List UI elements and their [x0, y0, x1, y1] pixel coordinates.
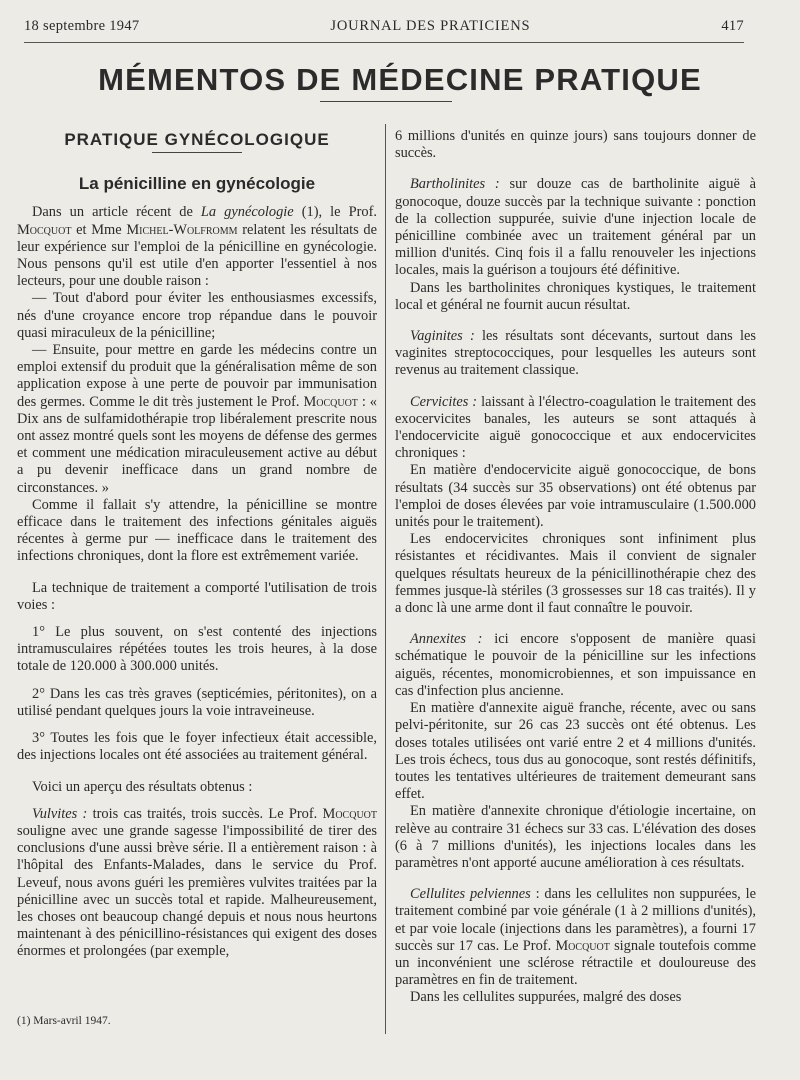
author-name: Mocquot — [303, 393, 358, 410]
main-title: MÉMENTOS DE MÉDECINE PRATIQUE — [98, 62, 702, 97]
paragraph: Vaginites : les résultats sont décevants, surtout dans les vaginites streptococciques, pour lesquelles les auteurs sont revenus au traitement classique. — [395, 328, 756, 379]
author-name: Mocquot — [322, 805, 377, 822]
right-column — [395, 128, 756, 1007]
paragraph: 2° Dans les cas très graves (septicémies, péritonites), on a utilisé pendant quelques jours la voie intraveineuse. — [17, 685, 377, 719]
paragraph: En matière d'annexite aiguë franche, récente, avec ou sans pelvi-péritonite, sur 26 cas 23 succès ont été obtenus. Les doses totales utilisées ont varié entre 2 et 4 millions d'unités. Les trois échecs, tous dus au gonocoque, sont restés définitifs, toutes les tentatives ultérieures de traitement demeurant sans effet. — [395, 700, 756, 803]
topic-label: Cervicites : — [410, 393, 478, 410]
page-number: 417 — [721, 18, 744, 34]
left-column — [17, 128, 377, 961]
issue-date: 18 septembre 1947 — [24, 18, 140, 34]
paragraph: 1° Le plus souvent, on s'est contenté des injections intramusculaires répétées toutes les trois heures, à la dose totale de 120.000 à 300.000 unités. — [17, 624, 377, 675]
author-name: Michel-Wolfromm — [126, 221, 238, 238]
journal-reference: La gynécologie — [200, 204, 294, 221]
paragraph: 3° Toutes les fois que le foyer infectieux était accessible, des injections locales ont été associées au traitement général. — [17, 730, 377, 764]
topic-label: Annexites : — [410, 631, 483, 648]
paragraph: — Ensuite, pour mettre en garde les médecins contre un emploi extensif du produit que la généralisation même de son application expose à une perte de pouvoir par immunisation des germes. Comme le dit très justement le Prof. Mocquot : « Dix ans de sulfamidothérapie trop libéralement prescrite nous ont assez montré quels sont les moyens de défense des germes et comment une médication miraculeusement active au début a pu devenir inefficace dans un grand nombre de circonstances. » — [17, 342, 377, 496]
paragraph: Cellulites pelviennes : dans les cellulites non suppurées, le traitement combiné par voie générale (1 à 2 millions d'unités), et par voie locale (injections dans les paramètres), a fourni 17 succès sur 17 cas. Le Prof. Mocquot signale toutefois comme un inconvénient une sclérose rétractile et douloureuse des paramètres en fin de traitement. — [395, 886, 756, 989]
column-divider — [385, 124, 386, 1034]
paragraph: En matière d'annexite chronique d'étiologie incertaine, on relève au contraire 31 échecs sur 33 cas. L'élévation des doses (6 à 7 millions d'unités), les injections locales dans les paramètres n'ont apporté aucune amélioration à ces résultats. — [395, 803, 756, 871]
paragraph: 6 millions d'unités en quinze jours) sans toujours donner de succès. — [395, 128, 756, 162]
topic-label: Cellulites pelviennes — [410, 886, 531, 903]
paragraph: Vulvites : trois cas traités, trois succès. Le Prof. Mocquot souligne avec une grande sagesse l'impossibilité de tirer des conclusions d'une aussi brève série. Il a entièrement raison : à l'hôpital des Enfants-Malades, dans le service du Prof. Leveuf, nous avons guéri les premières vulvites traitées par la pénicilline avec un succès total et rapide. Malheureusement, les choses ont beaucoup changé depuis et nous nous heurtons maintenant à des pénicillino-résistances qui exigent des doses énormes et prolongées (par exemple, — [17, 805, 377, 960]
section-rule — [152, 152, 242, 153]
paragraph: Les endocervicites chroniques sont infiniment plus résistantes et récidivantes. Mais il convient de signaler quelques résultats heureux de la pénicillinothérapie chez des femmes jusque-là stériles (3 grossesses sur 18 cas traités). Il y a donc là une arme dont il faut connaître le pouvoir. — [395, 531, 756, 617]
paragraph: Voici un aperçu des résultats obtenus : — [32, 778, 253, 795]
running-header — [24, 18, 744, 40]
topic-label: Vulvites : — [32, 805, 88, 822]
section-title: PRATIQUE GYNÉCOLOGIQUE — [64, 130, 330, 149]
paragraph: En matière d'endocervicite aiguë gonococcique, de bons résultats (34 succès sur 35 observations) ont été obtenus par l'emploi de doses élevées par voie intramusculaire (1.500.000 unités pour le traitement). — [395, 462, 756, 531]
paragraph: Annexites : ici encore s'opposent de manière quasi schématique le pouvoir de la pénicilline sur les infections aiguës, récentes, monomicrobiennes, et son impuissance en cas d'infection plus ancienne. — [395, 631, 756, 699]
paragraph: Dans les cellulites suppurées, malgré des doses — [410, 989, 682, 1006]
header-rule — [24, 42, 744, 43]
article-title: La pénicilline en gynécologie — [78, 174, 316, 194]
topic-label: Bartholinites : — [410, 176, 500, 193]
paragraph: Dans les bartholinites chroniques kystiques, le traitement local et général ne fournit aucun résultat. — [395, 279, 756, 313]
paragraph: Dans un article récent de La gynécologie (1), le Prof. Mocquot et Mme Michel-Wolfromm relatent les résultats de leur expérience sur l'emploi de la pénicilline en gynécologie. Nous pensons qu'il est utile d'en apporter l'essentiel à nos lecteurs, pour une double raison : — [17, 204, 378, 290]
paragraph: La technique de traitement a comporté l'utilisation de trois voies : — [17, 579, 377, 613]
topic-label: Vaginites : — [410, 328, 475, 345]
paragraph: Bartholinites : sur douze cas de bartholinite aiguë à gonocoque, douze succès par la technique suivante : ponction de la collection suppurée, suivie d'une injection locale de pénicilline combinée avec un traitement général par un million d'unités. Cinq fois il a fallu renouveler les injections locales, mais la guérison a toujours été définitive. — [395, 176, 756, 279]
paragraph: Comme il fallait s'y attendre, la pénicilline se montre efficace dans le traitement des infections génitales aiguës récentes à germe pur — inefficace dans le traitement des infections chroniques, dont la flore est extrêmement variée. — [17, 496, 377, 565]
title-rule — [320, 101, 452, 102]
author-name: Mocquot — [17, 221, 72, 238]
footnote: (1) Mars-avril 1947. — [17, 1015, 111, 1027]
paragraph: — Tout d'abord pour éviter les enthousiasmes excessifs, nés d'une croyance encore trop répandue dans le pouvoir quasi miraculeux de la pénicilline; — [17, 290, 377, 341]
paragraph: Cervicites : laissant à l'électro-coagulation le traitement des exocervicites banales, les auteurs se sont attaqués à l'endocervicite aiguë gonococcique et aux endocervicites chroniques : — [395, 393, 756, 462]
author-name: Mocquot — [555, 937, 610, 954]
journal-name: JOURNAL DES PRATICIENS — [330, 18, 531, 34]
